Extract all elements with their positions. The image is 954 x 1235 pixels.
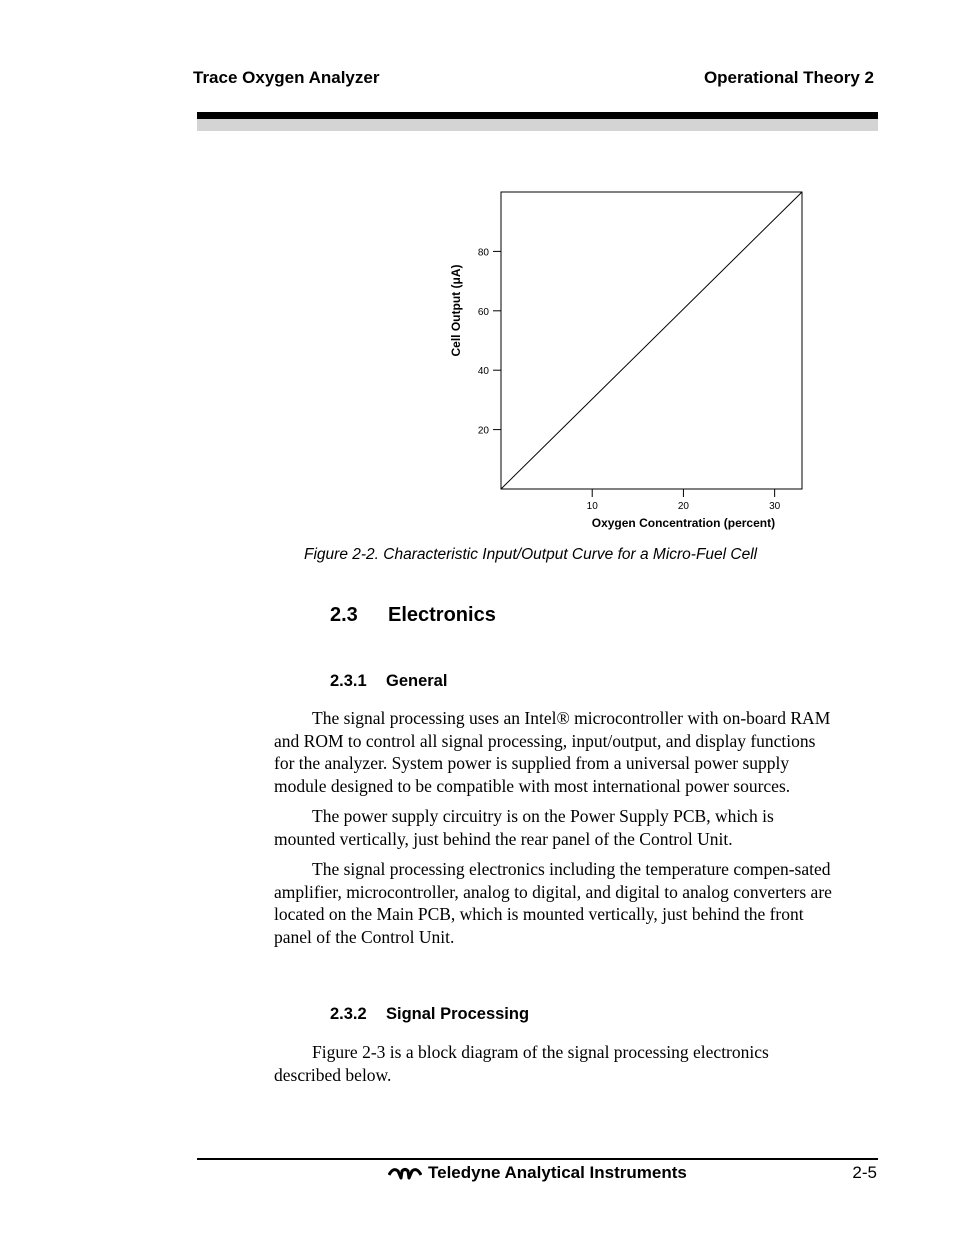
x-tick-label: 20 xyxy=(677,501,689,512)
page-number: 2-5 xyxy=(852,1163,877,1182)
paragraph: The power supply circuitry is on the Power Supply PCB, which is mounted vertically, just behind the rear panel of the Control Unit. xyxy=(274,806,774,849)
chart-ticks xyxy=(478,247,781,512)
figure-caption: Figure 2-2. Characteristic Input/Output Curve for a Micro-Fuel Cell xyxy=(304,546,758,563)
section-title: Electronics xyxy=(388,604,496,626)
paragraph: The signal processing electronics including the temperature compen-sated amplifier, microcontroller, analog to digital, and digital to analog converters are located on the Main PCB, which is mounted vertically, just behind the front panel of the Control Unit. xyxy=(274,859,832,947)
io-curve-chart xyxy=(440,180,820,540)
running-header-chapter: Operational Theory 2 xyxy=(703,68,874,87)
running-header-title: Trace Oxygen Analyzer xyxy=(193,68,380,87)
series-line xyxy=(501,192,802,489)
subsection-heading-signal-processing xyxy=(330,1005,529,1024)
teledyne-logo-icon xyxy=(388,1166,422,1180)
subsection-title: Signal Processing xyxy=(386,1005,530,1023)
subsection-number: 2.3.1 xyxy=(330,672,367,690)
x-axis-label: Oxygen Concentration (percent) xyxy=(591,516,776,530)
subsection-heading-general xyxy=(330,672,447,691)
footer-brand xyxy=(388,1163,687,1183)
header-rule xyxy=(197,112,878,119)
y-tick-label: 40 xyxy=(477,366,489,378)
x-tick-label: 30 xyxy=(769,501,781,512)
x-tick-label: 10 xyxy=(586,501,598,512)
y-tick-label: 60 xyxy=(477,306,489,318)
chart-series xyxy=(501,192,802,489)
subsection-number: 2.3.2 xyxy=(330,1005,367,1023)
subsection-title: General xyxy=(386,672,448,690)
footer-rule xyxy=(197,1158,878,1160)
section-number: 2.3 xyxy=(330,604,358,626)
y-tick-label: 80 xyxy=(477,247,489,259)
footer-brand-text: Teledyne Analytical Instruments xyxy=(428,1163,687,1182)
paragraph: Figure 2-3 is a block diagram of the signal processing electronics described below. xyxy=(274,1042,769,1085)
header-shadow-rule xyxy=(197,119,878,131)
general-body xyxy=(274,707,832,956)
y-tick-label: 20 xyxy=(477,425,489,437)
y-axis-label: Cell Output (μA) xyxy=(449,264,463,357)
signal-processing-body xyxy=(274,1041,832,1094)
section-heading xyxy=(330,604,496,627)
paragraph: The signal processing uses an Intel® microcontroller with on-board RAM and ROM to control all signal processing, input/output, and display functions for the analyzer. System power is supplied from a universal power supply module designed to be compatible with most international power sources. xyxy=(274,708,831,796)
